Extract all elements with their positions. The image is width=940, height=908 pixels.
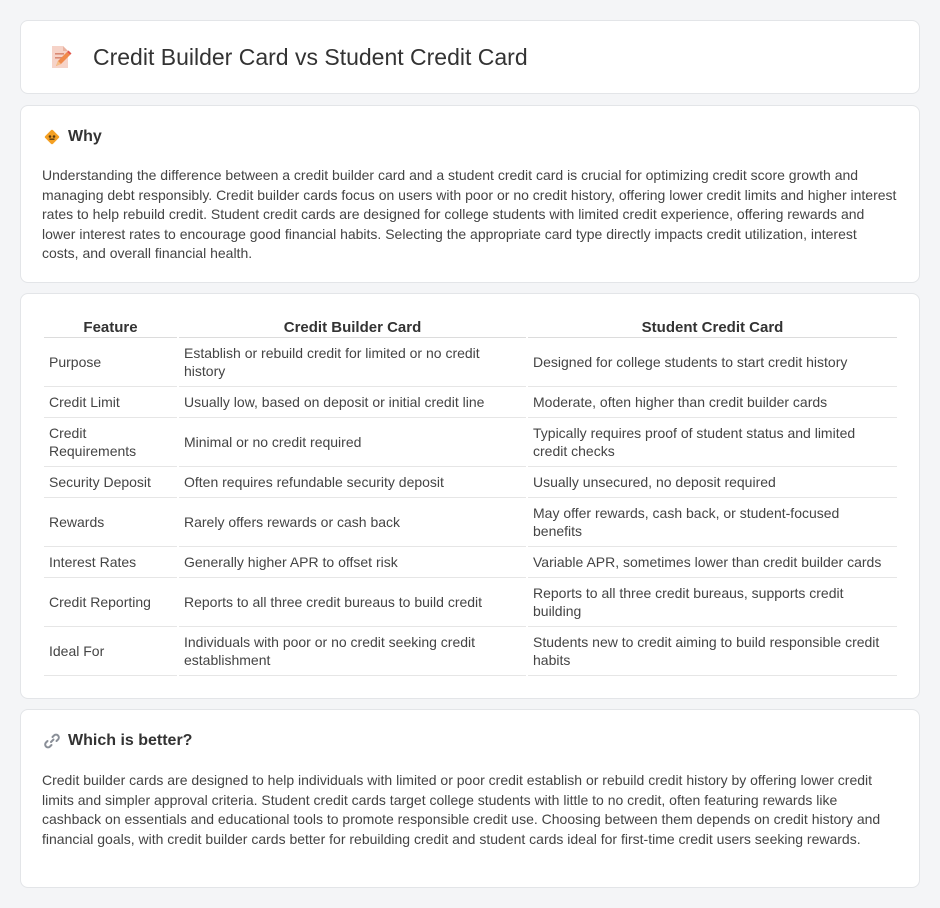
why-heading [43, 128, 102, 146]
comparison-table [42, 316, 899, 676]
table-cell-credit-builder: Usually low, based on deposit or initial credit line [179, 387, 526, 418]
better-heading [43, 732, 192, 750]
table-row [44, 498, 897, 547]
table-cell-student: Moderate, often higher than credit builder cards [528, 387, 897, 418]
table-header-row [44, 316, 897, 338]
table-row [44, 627, 897, 676]
table-cell-feature: Ideal For [44, 627, 177, 676]
table-cell-student: May offer rewards, cash back, or student-focused benefits [528, 498, 897, 547]
table-cell-student: Reports to all three credit bureaus, supports credit building [528, 578, 897, 627]
comparison-table-card [20, 293, 920, 699]
table-cell-feature: Interest Rates [44, 547, 177, 578]
table-cell-credit-builder: Minimal or no credit required [179, 418, 526, 467]
column-header-student: Student Credit Card [528, 316, 897, 338]
why-title: Why [68, 128, 102, 145]
better-text: Credit builder cards are designed to help individuals with limited or poor credit establish or rebuild credit history by offering lower credit limits and simpler approval criteria. Student credit cards target college students with little to no credit, often featuring rewards like cashback on essentials and educational tools to promote responsible credit use. Choosing between them depends on credit history and financial goals, with credit builder cards better for rebuilding credit and student cards ideal for first-time credit users seeking rewards. [42, 772, 881, 847]
table-cell-student: Students new to credit aiming to build responsible credit habits [528, 627, 897, 676]
which-is-better-section [20, 709, 920, 888]
table-cell-student: Usually unsecured, no deposit required [528, 467, 897, 498]
table-cell-student: Designed for college students to start credit history [528, 338, 897, 387]
table-cell-credit-builder: Individuals with poor or no credit seeking credit establishment [179, 627, 526, 676]
table-cell-feature: Purpose [44, 338, 177, 387]
column-header-credit-builder: Credit Builder Card [179, 316, 526, 338]
why-text: Understanding the difference between a credit builder card and a student credit card is crucial for optimizing credit score growth and managing debt responsibly. Credit builder cards focus on users with poor or no credit history, offering lower credit limits and higher interest rates to help rebuild credit. Student credit cards are designed for college students with limited credit experience, offering rewards and lower interest rates to encourage good financial habits. Selecting the appropriate card type directly impacts credit utilization, interest costs, and overall financial health. [42, 167, 897, 262]
link-icon [43, 732, 61, 750]
document-pencil-icon [47, 44, 73, 70]
why-section [20, 105, 920, 283]
table-cell-feature: Rewards [44, 498, 177, 547]
table-row [44, 578, 897, 627]
table-row [44, 467, 897, 498]
table-cell-credit-builder: Reports to all three credit bureaus to build credit [179, 578, 526, 627]
table-row [44, 338, 897, 387]
table-row [44, 547, 897, 578]
column-header-feature: Feature [44, 316, 177, 338]
table-cell-feature: Credit Reporting [44, 578, 177, 627]
diamond-sign-icon [43, 128, 61, 146]
better-title: Which is better? [68, 732, 193, 749]
table-row [44, 387, 897, 418]
table-cell-credit-builder: Establish or rebuild credit for limited or no credit history [179, 338, 526, 387]
page-title: Credit Builder Card vs Student Credit Card [93, 43, 528, 70]
table-cell-student: Typically requires proof of student status and limited credit checks [528, 418, 897, 467]
table-cell-feature: Credit Limit [44, 387, 177, 418]
table-cell-credit-builder: Generally higher APR to offset risk [179, 547, 526, 578]
table-cell-feature: Credit Requirements [44, 418, 177, 467]
table-cell-student: Variable APR, sometimes lower than credit builder cards [528, 547, 897, 578]
table-cell-credit-builder: Rarely offers rewards or cash back [179, 498, 526, 547]
table-row [44, 418, 897, 467]
table-cell-feature: Security Deposit [44, 467, 177, 498]
header-card [20, 20, 920, 94]
table-cell-credit-builder: Often requires refundable security deposit [179, 467, 526, 498]
